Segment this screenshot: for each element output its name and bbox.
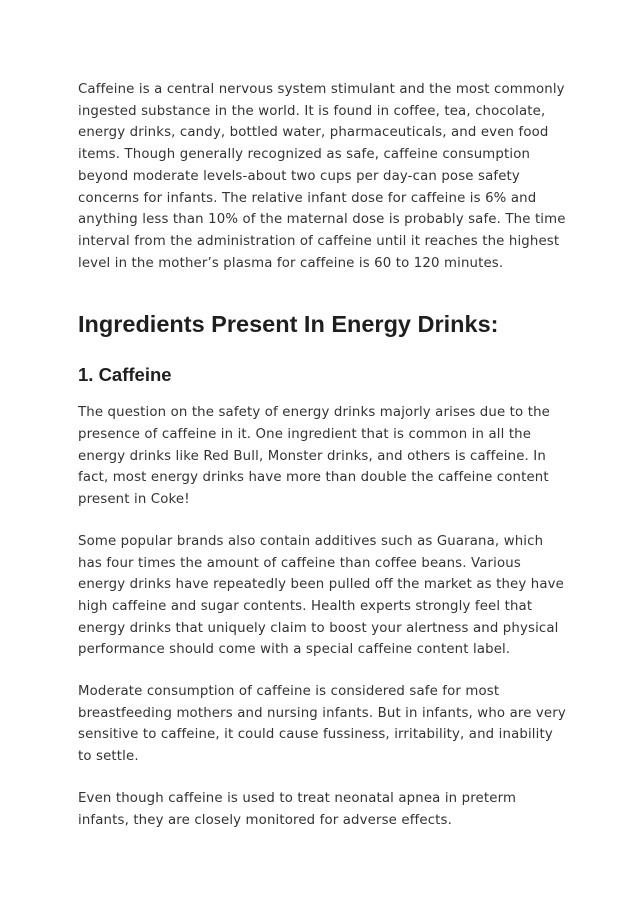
subsection-heading: 1. Caffeine <box>78 364 172 386</box>
document-content <box>78 79 568 831</box>
body-paragraph: Even though caffeine is used to treat neonatal apnea in preterm infants, they are closely monitored for adverse effects. <box>78 790 517 828</box>
section-heading: Ingredients Present In Energy Drinks: <box>78 311 499 338</box>
body-paragraph: The question on the safety of energy drinks majorly arises due to the presence of caffeine in it. One ingredient that is common in all the energy drinks like Red Bull, Monster drinks, and others is caffeine. In fact, most energy drinks have more than double the caffeine content present in Coke! <box>78 405 550 508</box>
body-paragraph: Some popular brands also contain additives such as Guarana, which has four times the amount of caffeine than coffee beans. Various energy drinks have repeatedly been pulled off the market as they have high caffeine and sugar contents. Health experts strongly feel that energy drinks that uniquely claim to boost your alertness and physical performance should come with a special caffeine content label. <box>78 533 564 658</box>
intro-paragraph: Caffeine is a central nervous system stimulant and the most commonly ingested substance in the world. It is found in coffee, tea, chocolate, energy drinks, candy, bottled water, pharmaceuticals, and even food items. Though generally recognized as safe, caffeine consumption beyond moderate levels-about two cups per day-can pose safety concerns for infants. The relative infant dose for caffeine is 6% and anything less than 10% of the maternal dose is probably safe. The time interval from the administration of caffeine until it reaches the highest level in the mother’s plasma for caffeine is 60 to 120 minutes. <box>78 82 566 271</box>
body-paragraph: Moderate consumption of caffeine is considered safe for most breastfeeding mothers and nursing infants. But in infants, who are very sensitive to caffeine, it could cause fussiness, irritability, and inability to settle. <box>78 684 566 765</box>
